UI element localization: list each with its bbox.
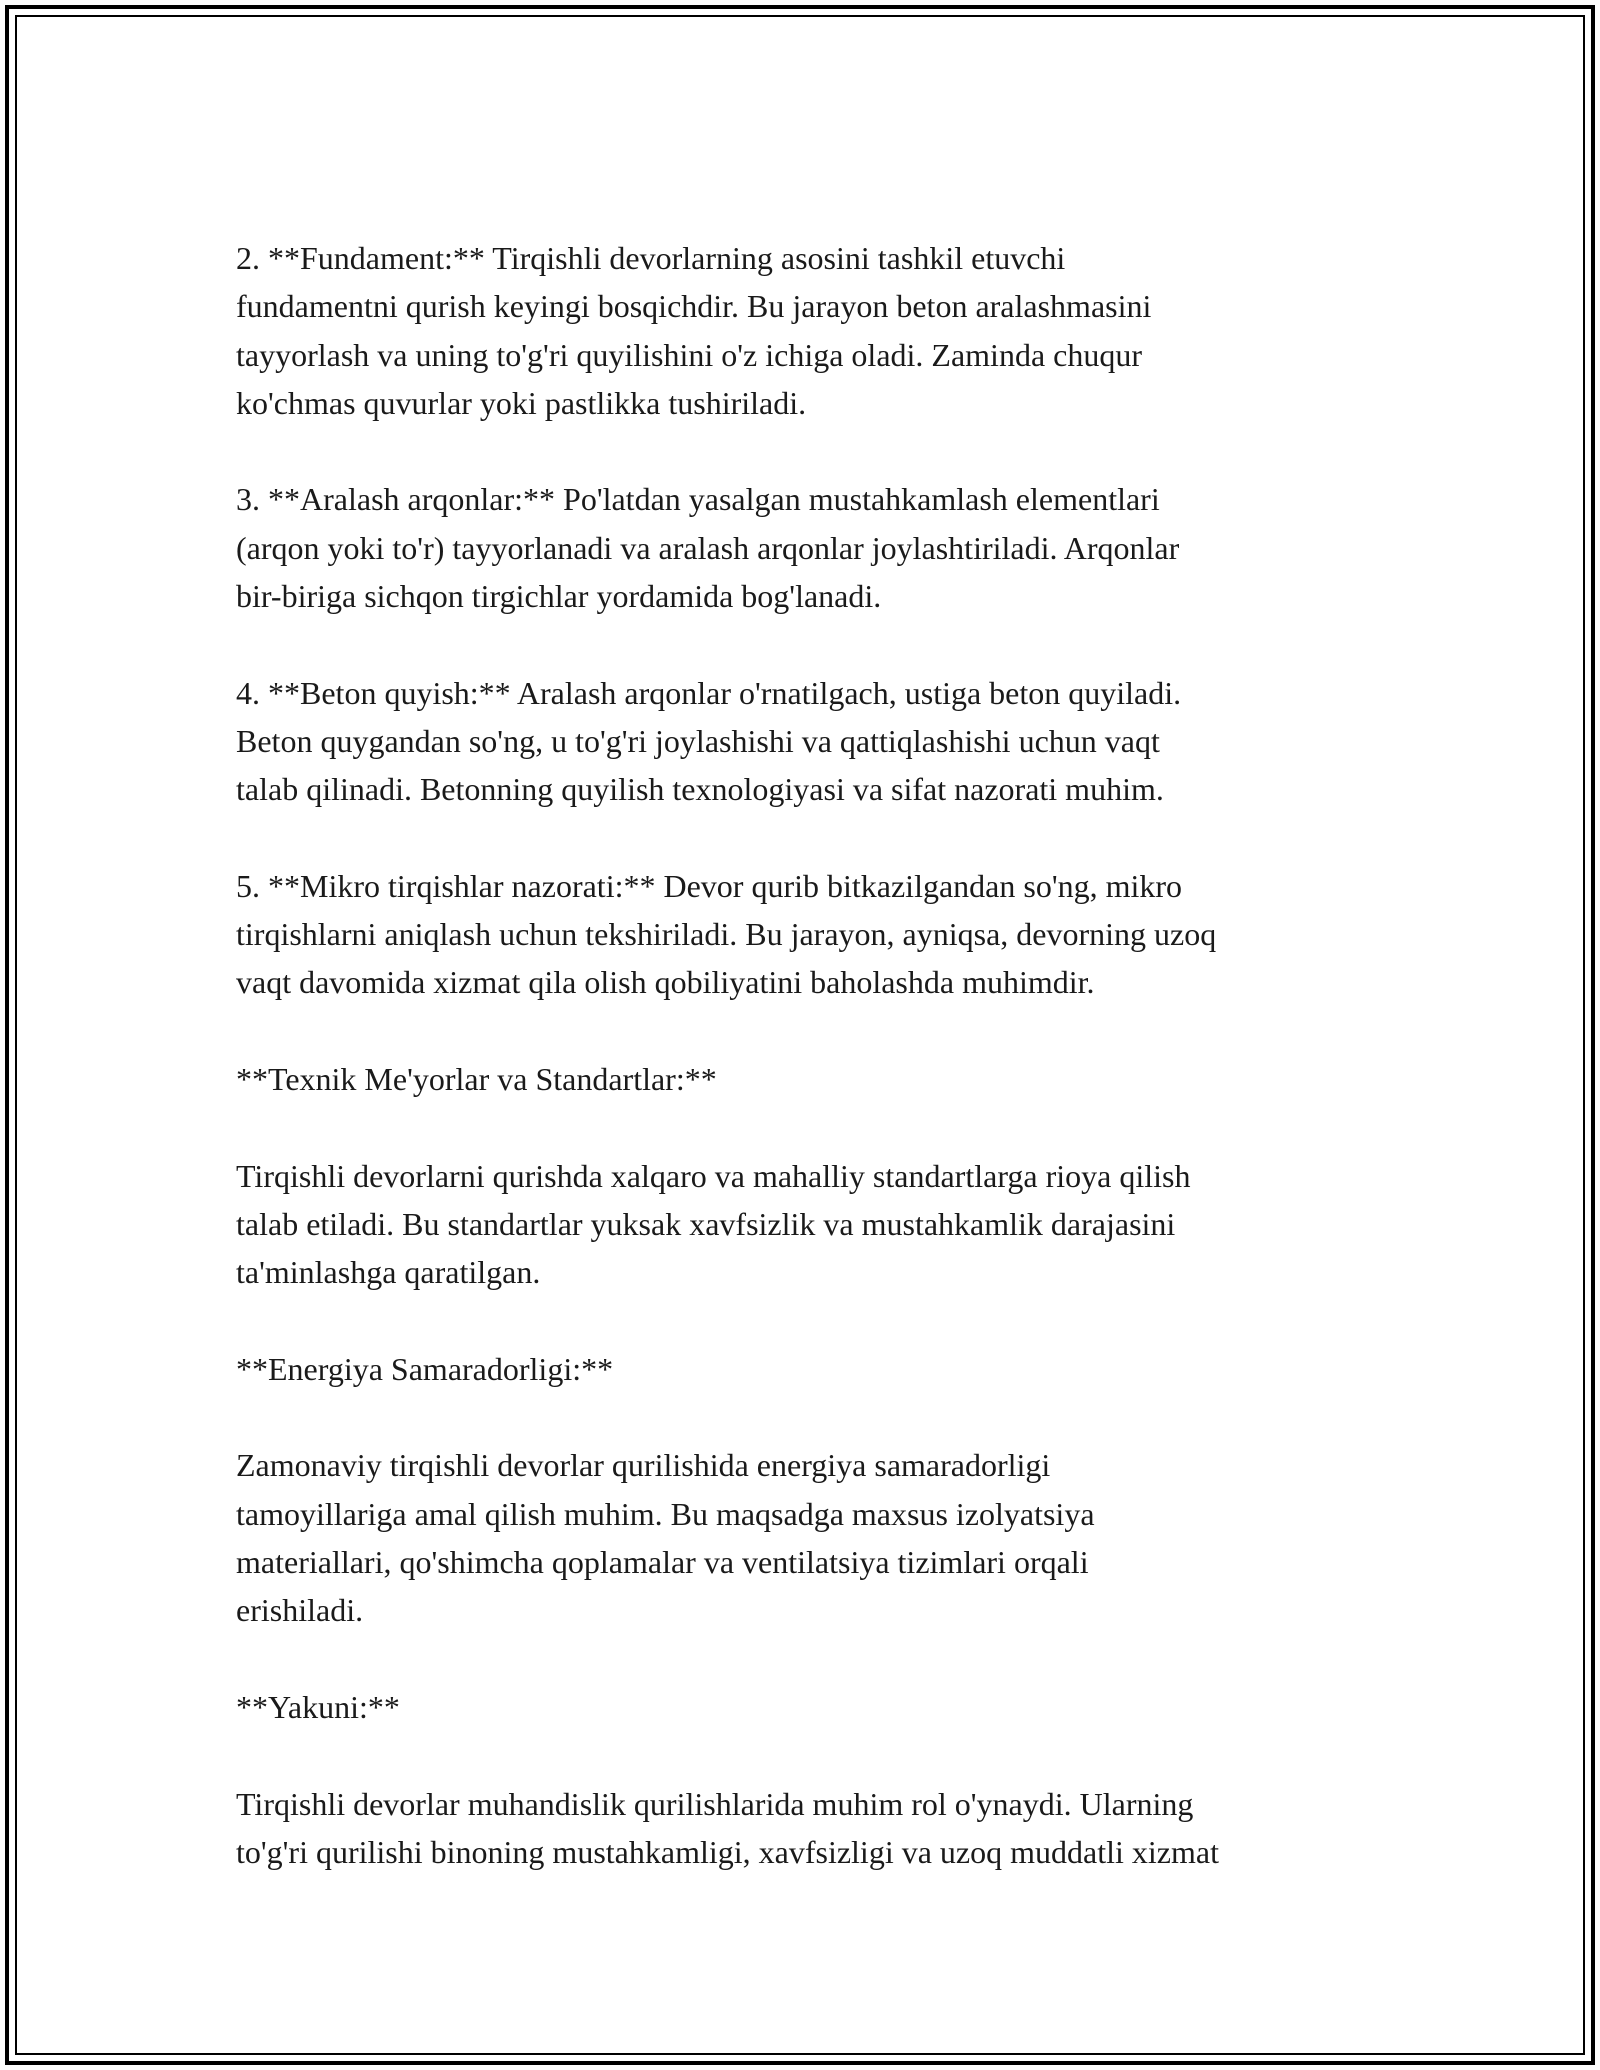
heading-text: **Texnik Me'yorlar va Standartlar:** — [236, 1061, 717, 1098]
text-line: tirqishlarni aniqlash uchun tekshiriladi. Bu jarayon, ayniqsa, devorning uzoq — [236, 916, 1217, 953]
section-heading-yakuni — [236, 1683, 1376, 1731]
text-line: tamoyillariga amal qilish muhim. Bu maqsadga maxsus izolyatsiya — [236, 1495, 1095, 1532]
text-line: ta'minlashga qaratilgan. — [236, 1254, 541, 1291]
section-heading-texnik-meyorlar — [236, 1055, 1376, 1103]
heading-text: **Yakuni:** — [236, 1688, 400, 1725]
text-line: vaqt davomida xizmat qila olish qobiliyatini baholashda muhimdir. — [236, 964, 1095, 1001]
text-line: 5. **Mikro tirqishlar nazorati:** Devor qurib bitkazilgandan so'ng, mikro — [236, 867, 1183, 904]
text-line: erishiladi. — [236, 1592, 364, 1629]
text-line: to'g'ri qurilishi binoning mustahkamligi, xavfsizligi va uzoq muddatli xizmat — [236, 1833, 1219, 1870]
list-item-beton-quyish — [236, 669, 1376, 814]
text-line: talab etiladi. Bu standartlar yuksak xavfsizlik va mustahkamlik darajasini — [236, 1205, 1176, 1242]
document-body — [236, 234, 1376, 1876]
text-line: materiallari, qo'shimcha qoplamalar va ventilatsiya tizimlari orqali — [236, 1544, 1089, 1581]
text-line: ko'chmas quvurlar yoki pastlikka tushiriladi. — [236, 384, 807, 421]
body-paragraph-yakuni — [236, 1780, 1376, 1877]
list-item-mikro-tirqishlar — [236, 862, 1376, 1007]
text-line: Zamonaviy tirqishli devorlar qurilishida energiya samaradorligi — [236, 1447, 1051, 1484]
section-heading-energiya — [236, 1345, 1376, 1393]
body-paragraph-energiya — [236, 1441, 1376, 1634]
text-line: Beton quygandan so'ng, u to'g'ri joylashishi va qattiqlashishi uchun vaqt — [236, 722, 1160, 759]
list-item-aralash-arqonlar — [236, 475, 1376, 620]
heading-text: **Energiya Samaradorligi:** — [236, 1350, 614, 1387]
text-line: tayyorlash va uning to'g'ri quyilishini o'z ichiga oladi. Zaminda chuqur — [236, 336, 1142, 373]
text-line: 4. **Beton quyish:** Aralash arqonlar o'rnatilgach, ustiga beton quyiladi. — [236, 674, 1182, 711]
text-line: fundamentni qurish keyingi bosqichdir. Bu jarayon beton aralashmasini — [236, 288, 1152, 325]
body-paragraph-standartlar — [236, 1152, 1376, 1297]
text-line: (arqon yoki to'r) tayyorlanadi va aralash arqonlar joylashtiriladi. Arqonlar — [236, 529, 1180, 566]
text-line: 2. **Fundament:** Tirqishli devorlarning asosini tashkil etuvchi — [236, 240, 1066, 276]
text-line: Tirqishli devorlarni qurishda xalqaro va mahalliy standartlarga rioya qilish — [236, 1157, 1191, 1194]
list-item-fundament — [236, 234, 1376, 427]
text-line: 3. **Aralash arqonlar:** Po'latdan yasalgan mustahkamlash elementlari — [236, 481, 1160, 518]
text-line: Tirqishli devorlar muhandislik qurilishlarida muhim rol o'ynaydi. Ularning — [236, 1785, 1194, 1822]
text-line: bir-biriga sichqon tirgichlar yordamida bog'lanadi. — [236, 578, 882, 615]
text-line: talab qilinadi. Betonning quyilish texnologiyasi va sifat nazorati muhim. — [236, 771, 1164, 808]
